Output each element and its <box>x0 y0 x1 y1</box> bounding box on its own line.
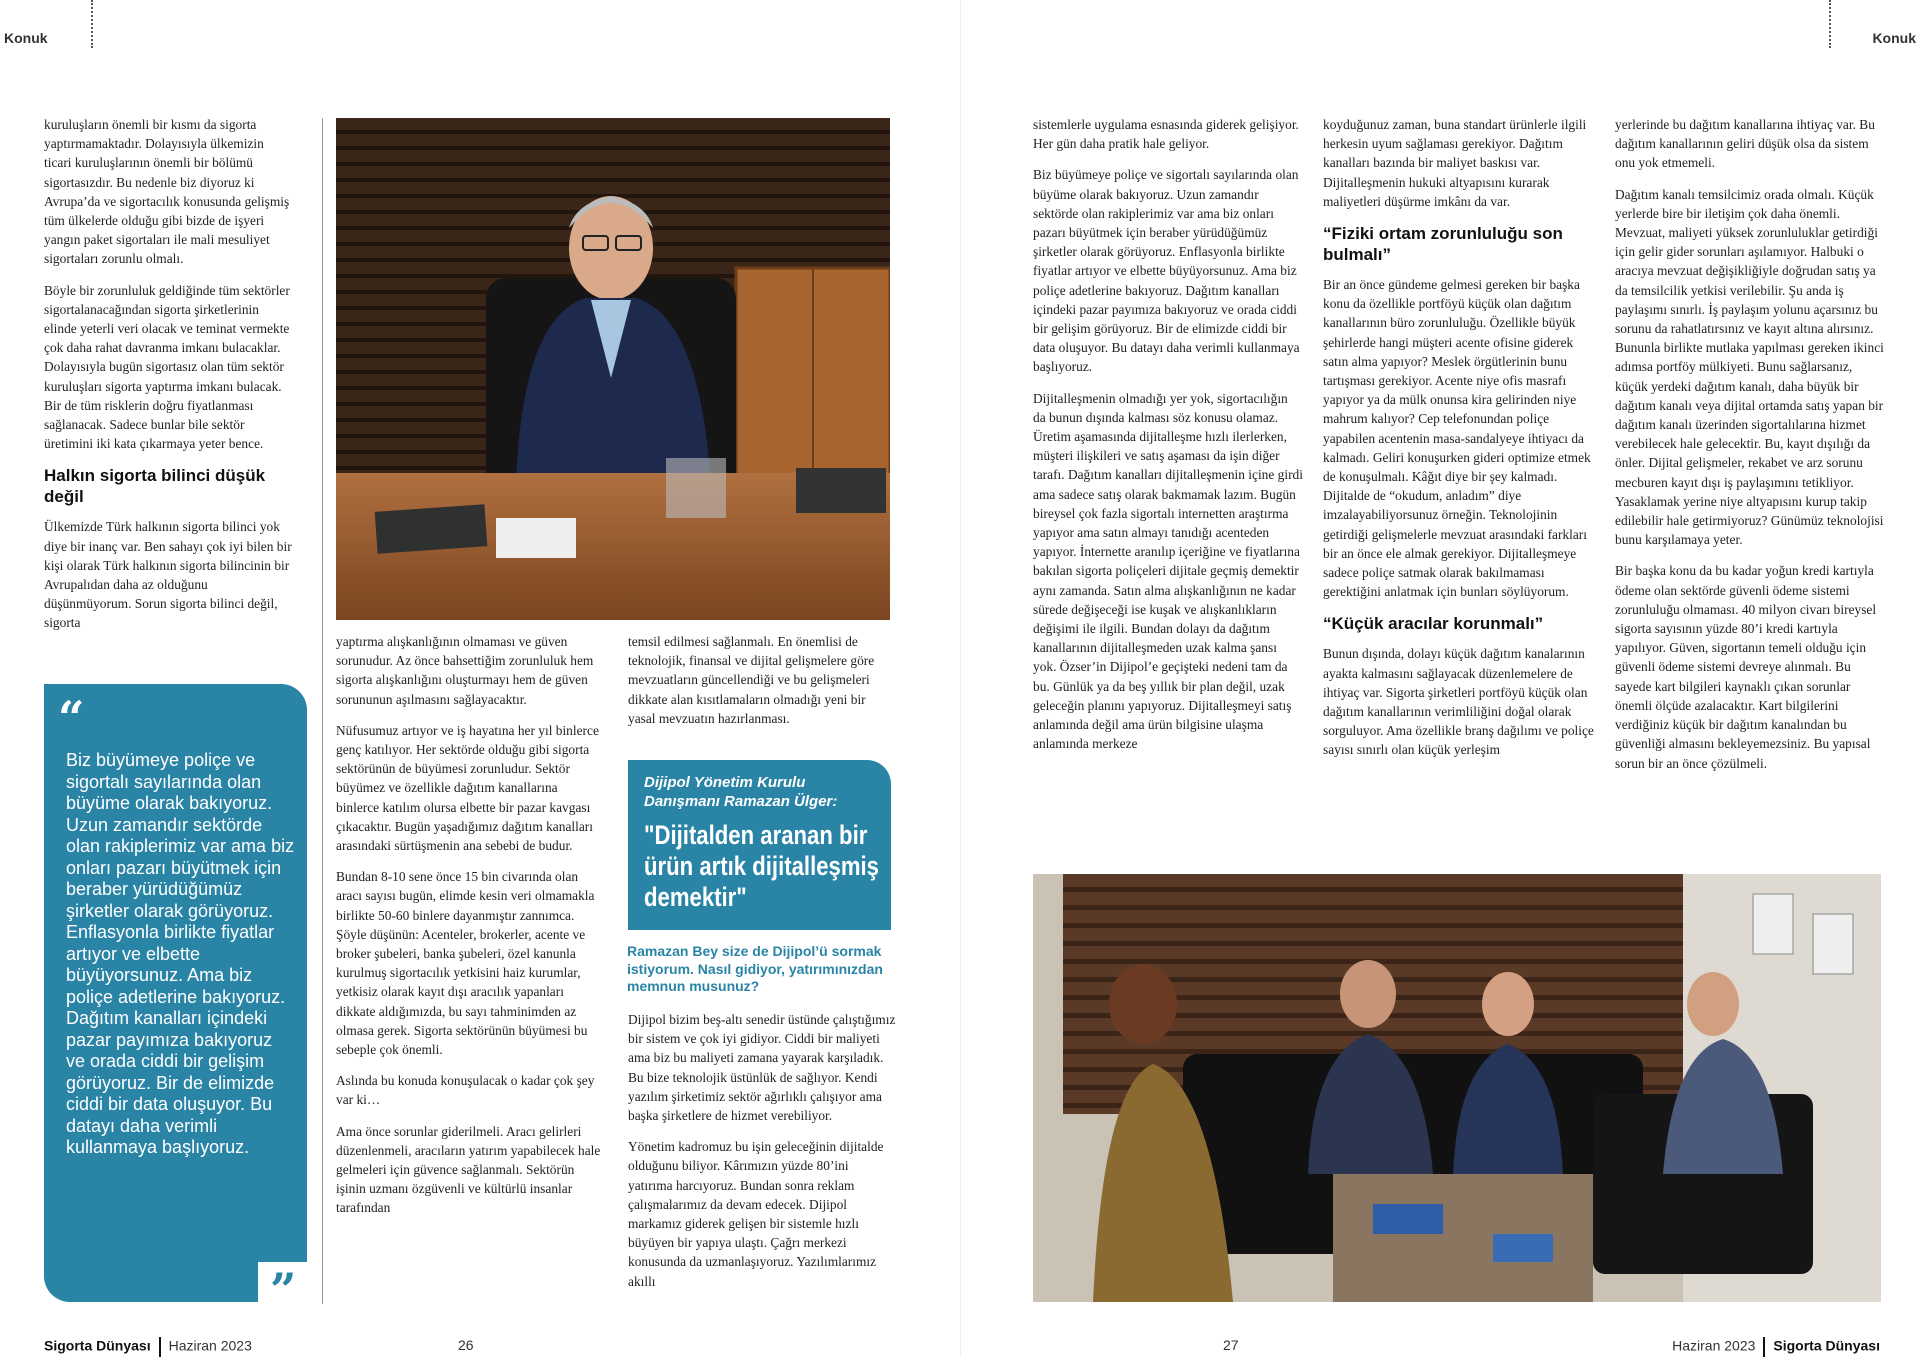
callout-subtitle: Dijipol Yönetim Kurulu Danışmanı Ramazan Ülger: <box>644 774 838 810</box>
section-tag-right: Konuk <box>1872 30 1916 46</box>
pull-quote <box>44 684 307 1302</box>
paragraph: Yönetim kadromuz bu işin geleceğinin dijitalde olduğunu biliyor. Kârımızın yüzde 80’ini yatırıma harcıyoruz. Bundan sonra reklam çalışmalarımız da devam edecek. Dijipol markamız giderek gelişen bir sistemle hızlı büyüyen bir yapıya ulaştı. Çağrı merkezi konusunda da uzmanlaşıyoruz. Yazılımlarımız akıllı <box>628 1139 884 1289</box>
footer-divider <box>159 1337 161 1357</box>
right-column-1 <box>1033 115 1303 766</box>
subheading: “Fiziki ortam zorunluluğu son bulmalı” <box>1323 224 1563 265</box>
paragraph: Böyle bir zorunluluk geldiğinde tüm sektörler sigortalanacağından sigorta şirketlerinin elinde yeterli veri olacak ve teminat vermekte çok daha rahat davranma imkanı bulacaklar. Dolayısıyla bugün sigortasız olan tüm sektör kuruluşları sigorta yaptırma imkanı bulacak. Bir de tüm risklerin doğru fiyatlanması sağlanacak. Sadece bunlar bile sektör üretimini iki kata çıkarmaya yeter bence. <box>44 282 290 452</box>
quote-close-mark: ” <box>270 1263 297 1317</box>
footer-right <box>1672 1337 1880 1357</box>
paragraph: Bunun dışında, dolayı küçük dağıtım kanalarının ayakta kalmasını sağlayacak düzenlemelere de ihtiyaç var. Sigorta şirketleri portföyü küçük olan dağıtım kanallarının verimliliğini doğal olarak sorguluyor. Ama özellikle branş dağılımı ve poliçe sayısı sınırlı olan küçük yerleşim <box>1323 646 1594 758</box>
paragraph: yaptırma alışkanlığının olmaması ve güven sorunudur. Az önce bahsettiğim zorunluluk hem sigorta alışkanlığını oluşturmayı hem de güven sorununun aşılmasını sağlayacaktır. <box>336 634 594 707</box>
interview-question: Ramazan Bey size de Dijipol’ü sormak istiyorum. Nasıl gidiyor, yatırımınızdan memnun musunuz? <box>627 943 883 994</box>
paragraph: kuruluşların önemli bir kısmı da sigorta yaptırmamaktadır. Dolayısıyla ülkemizin ticari kuruluşlarının önemli bir bölümü sigortasızdır. Bu nedenle biz diyoruz ki Avrupa’da ve sigortacılık konusunda gelişmiş tüm ülkelerde olduğu gibi bizde de işyeri yangın paket sigortaları ile mali mesuliyet sigortaları zorunlu olmalı. <box>44 117 290 267</box>
paragraph: sistemlerle uygulama esnasında giderek gelişiyor. Her gün daha pratik hale geliyor. <box>1033 117 1299 152</box>
meeting-photo <box>1033 874 1881 1302</box>
column-rule <box>322 118 323 1304</box>
right-column-2 <box>1323 115 1595 772</box>
footer-left <box>44 1337 252 1357</box>
paragraph: temsil edilmesi sağlanmalı. En önemlisi de teknolojik, finansal ve dijital gelişmelere göre mevzuatların güncellendiği ve bu gelişmeleri dikkate alan kısıtlamaların olmadığı yeni bir yasal mevzuatın hazırlanması. <box>628 634 875 726</box>
paragraph: yerlerinde bu dağıtım kanallarına ihtiyaç var. Bu dağıtım kanallarının geliri düşük olsa da sistem onu yok etmemeli. <box>1615 117 1875 171</box>
right-page <box>960 0 1920 1357</box>
section-tag-left: Konuk <box>4 30 48 46</box>
paragraph: Bir başka konu da bu kadar yoğun kredi kartıyla ödeme olan sektörde güvenli ödeme sistemi zorunluluğu olmaması. 40 milyon civarı bireysel sigorta sayısının yüzde 80’i kredi kartıyla yapılıyor. Güven, sigortanın temeli olduğu için güvenli ödeme sistemi devreye alınmalı. Bu sayede kart bilgileri kaynaklı çıkan sorunlar önemli ölçüde azalacaktır. Kart bilgilerini verdiğiniz küçük bir dağıtım kanalından bu güvenliği almasını bekleyemezsiniz. Bu yapısal sorun bir an önce çözülmeli. <box>1615 563 1877 771</box>
pull-quote-text: Biz büyümeye poliçe ve sigortalı sayılarında olan büyüme olarak bakıyoruz. Uzun zamandır sektörde olan rakiplerimiz var ama biz onları pazarı büyütmek için beraber yürüdüğümüz şirketler olarak görüyoruz. Enflasyonla birlikte fiyatlar artıyor ve elbette büyüyorsunuz. Ama biz poliçe adetlerine bakıyoruz. Dağıtım kanalları içindeki pazar payımıza bakıyoruz ve orada ciddi bir gelişim görüyoruz. Bir de elimizde ciddi bir data oluşuyor. Bu datayı daha verimli kullanmaya başlıyoruz. <box>66 750 295 1157</box>
subheading: Halkın sigorta bilinci düşük değil <box>44 466 266 507</box>
page-number-right: 27 <box>1223 1337 1239 1353</box>
right-column-3 <box>1615 115 1887 785</box>
footer-issue-right: Haziran 2023 <box>1672 1337 1756 1354</box>
paragraph: Dijitalleşmenin olmadığı yer yok, sigortacılığın da bunun dışında kalması söz konusu olamaz. Üretim aşamasında dijitalleşme hızlı ilerlerken, müşteri ilişkileri ve satış aşaması da işin diğer tarafı. Dağıtım kanalları dijitalleşmenin içine girdi ama sadece satış olarak bakmamak lazım. Bugün bireysel çok fazla sigortalı internetten araştırma yapıyor ama satın almayı tanıdığı acenteden yapıyor. İnternette aranılıp içeriğine ve fiyatlarına bakılan sigorta poliçeleri dijitale geçmiş demektir aynı zamanda. Satın alma alışkanlığının ne kadar sürede değişeceği ise kuşak ve alışkanlıkların değişimi ile ilgili. Bundan dolayı da dağıtım kanallarının dijitalleşmeden uzak kalma şansı yok. Özser’in Dijipol’e geçişteki nedeni tam da bu. Günlük ya da beş yıllık bir plan değil, uzak geleceğin planını yapıyoruz. Dijitalleşmeyi satış anlamında değil ama ürün bilgisine ulaşma anlamında merkeze <box>1033 390 1303 752</box>
left-column-3-top <box>628 632 896 740</box>
paragraph: Nüfusumuz artıyor ve iş hayatına her yıl binlerce genç katılıyor. Her sektörde olduğu gibi sigorta sektörünün de büyümesi zorunludur. Sektör büyümez ve özellikle dağıtım kanallarına binlerce katılım olursa elbette bir pazar kavgası çıkacaktır. Bugün yaşadığımız dağıtım kanalları arasındaki sürtüşmenin ana sebebi de budur. <box>336 722 599 854</box>
paragraph: Dijipol bizim beş-altı senedir üstünde çalıştığımız bir sistem ve çok iyi gidiyor. Ciddi bir maliyeti ama biz bu maliyeti zamana yayarak karşıladık. Bu bize teknolojik üstünlük de sağlıyor. Kendi yazılım şirketimiz sektör ağırlıklı çalışıyor ama başka şirketlere de hizmet verebiliyor. <box>628 1012 896 1124</box>
paragraph: Dağıtım kanalı temsilcimiz orada olmalı. Küçük yerlerde bire bir iletişim çok daha önemli. Mevzuat, maliyeti yüksek zorunluluklar getirdiği için gelir gider sorunları aşılamıyor. Halbuki o aracıya mevzuat değişikliğiyle doğrudan satış ya da temsilcilik yetkisi verilebilir. Şu anda iş paylaşımı sınırlı. İş paylaşım yolunu açarsınız bu sorunu da rahatlatırsınız ve kayıt altına alırsınız. Bununla birlikte mutlaka yapılması gereken ikinci adımsa portföy mülkiyeti. Bunu sağlarsanız, küçük yerdeki dağıtım kanalı, daha büyük bir dağıtım kanalı veya dijital ortamda satış yapan bir dağıtım kanalı üzerinden sigortalılarına hizmet verebilecek hale gelecektir. Bu, kayıt dışılığı da önler. Dijital gelişmeler, rekabet ve arz sorunu mecburen kayıt dışı iş paylaşımını tetikliyor. Yasaklamak yerine niye altyapısını kurup takip edilebilir hale getirmiyoruz? Günümüz teknolojisi bunu karşılamaya yeter. <box>1615 186 1884 548</box>
header-divider-left <box>91 0 93 48</box>
subheading: “Küçük aracılar korunmalı” <box>1323 614 1544 634</box>
left-column-1 <box>44 115 294 645</box>
quote-open-mark: “ <box>58 691 85 745</box>
footer-magazine-right: Sigorta Dünyası <box>1773 1337 1880 1354</box>
footer-divider-right <box>1763 1337 1765 1357</box>
footer-issue: Haziran 2023 <box>168 1337 252 1354</box>
paragraph: Aslında bu konuda konuşulacak o kadar çok şey var ki… <box>336 1073 595 1108</box>
paragraph: Biz büyümeye poliçe ve sigortalı sayılarında olan büyüme olarak bakıyoruz. Uzun zamandır sektörde olan rakiplerimiz var ama biz onları pazarı büyütmek için beraber yürüdüğümüz şirketler olarak görüyoruz. Enflasyonla birlikte fiyatlar artıyor ve elbette büyüyorsunuz. Ama biz poliçe adetlerine bakıyoruz. Dağıtım kanalları içindeki pazar payımıza bakıyoruz ve orada ciddi bir gelişim görüyoruz. Bir de elimizde ciddi bir data oluşuyor. Bu datayı daha verimli kullanmaya başlıyoruz. <box>1033 167 1300 375</box>
quote-close-patch <box>258 1262 308 1317</box>
footer-magazine: Sigorta Dünyası <box>44 1337 151 1354</box>
left-column-2 <box>336 632 604 1230</box>
paragraph: Bundan 8-10 sene önce 15 bin civarında olan aracı sayısı bugün, elimde kesin veri olmamakla birlikte 50-60 binlere dayanmıştır zannımca. Şöyle düşünün: Acenteler, brokerler, acente ve broker şubeleri, banka şubeleri, özel kanunla kurulmuş sigortacılık yetkisini haiz kurumlar, yetkisiz olarak kayıt dışı aracılık yapanları dikkate aldığımızda, bu sayı tahminimden az olmasa gerek. Sigorta sektörünün büyümesi bu sebeple çok önemli. <box>336 869 595 1058</box>
left-column-3-bottom <box>628 1010 896 1303</box>
paragraph: Ülkemizde Türk halkının sigorta bilinci yok diye bir inanç var. Ben sahayı çok iyi bilen bir kişi olarak Türk halkının sigorta bilincinin bir Avrupalıdan daha az olduğunu düşünmüyorum. Sorun sigorta bilinci değil, sigorta <box>44 519 292 631</box>
callout-title: "Dijitalden aranan bir ürün artık dijitalleşmiş demektir" <box>644 820 880 912</box>
page-number-left: 26 <box>458 1337 474 1353</box>
paragraph: Bir an önce gündeme gelmesi gereken bir başka konu da özellikle portföyü küçük olan dağıtım kanallarının büro zorunluluğu. Özellikle büyük şehirlerde hangi müşteri acente ofisine giderek satın alma yapıyor? Meslek örgütlerinin bunu tartışması gerekiyor. Acente niye ofis masrafı yapıyor ya da mülk onunsa kira gelirinden niye mahrum kalıyor? Cep telefonundan poliçe yapabilen acentenin masa-sandalyeye ihtiyacı da kalmadı. Geliri konuşurken gideri optimize etmek de konuşulmalı. Kâğıt diye bir şey kalmadı. Dijitalde de “okudum, anladım” diye imzalayabiliyorsunuz örneğin. Teknolojinin getirdiği gelişmelerle mevzuat arasındaki farkları bir an önce ele almak gerekiyor. Dijitalleşmeye sadece poliçe satmak olarak bakılmaması gerektiğini anlatmak için bunları söylüyorum. <box>1323 277 1591 600</box>
interview-callout <box>628 760 891 930</box>
paragraph: Ama önce sorunlar giderilmeli. Aracı gelirleri düzenlenmeli, aracıların yatırım yapabilecek hale gelmeleri için güvence sağlanmalı. Sektörün işinin uzmanı özgüvenli ve kültürlü insanlar tarafından <box>336 1123 601 1216</box>
portrait-photo <box>336 118 890 620</box>
paragraph: koyduğunuz zaman, buna standart ürünlerle ilgili herkesin uyum sağlaması gerekiyor. Dağıtım kanalları bazında bir maliyet baskısı var. Dijitalleşmenin hukuki altyapısını kurarak maliyetleri düşürme imkânı da var. <box>1323 117 1587 209</box>
header-divider-right <box>1829 0 1831 48</box>
